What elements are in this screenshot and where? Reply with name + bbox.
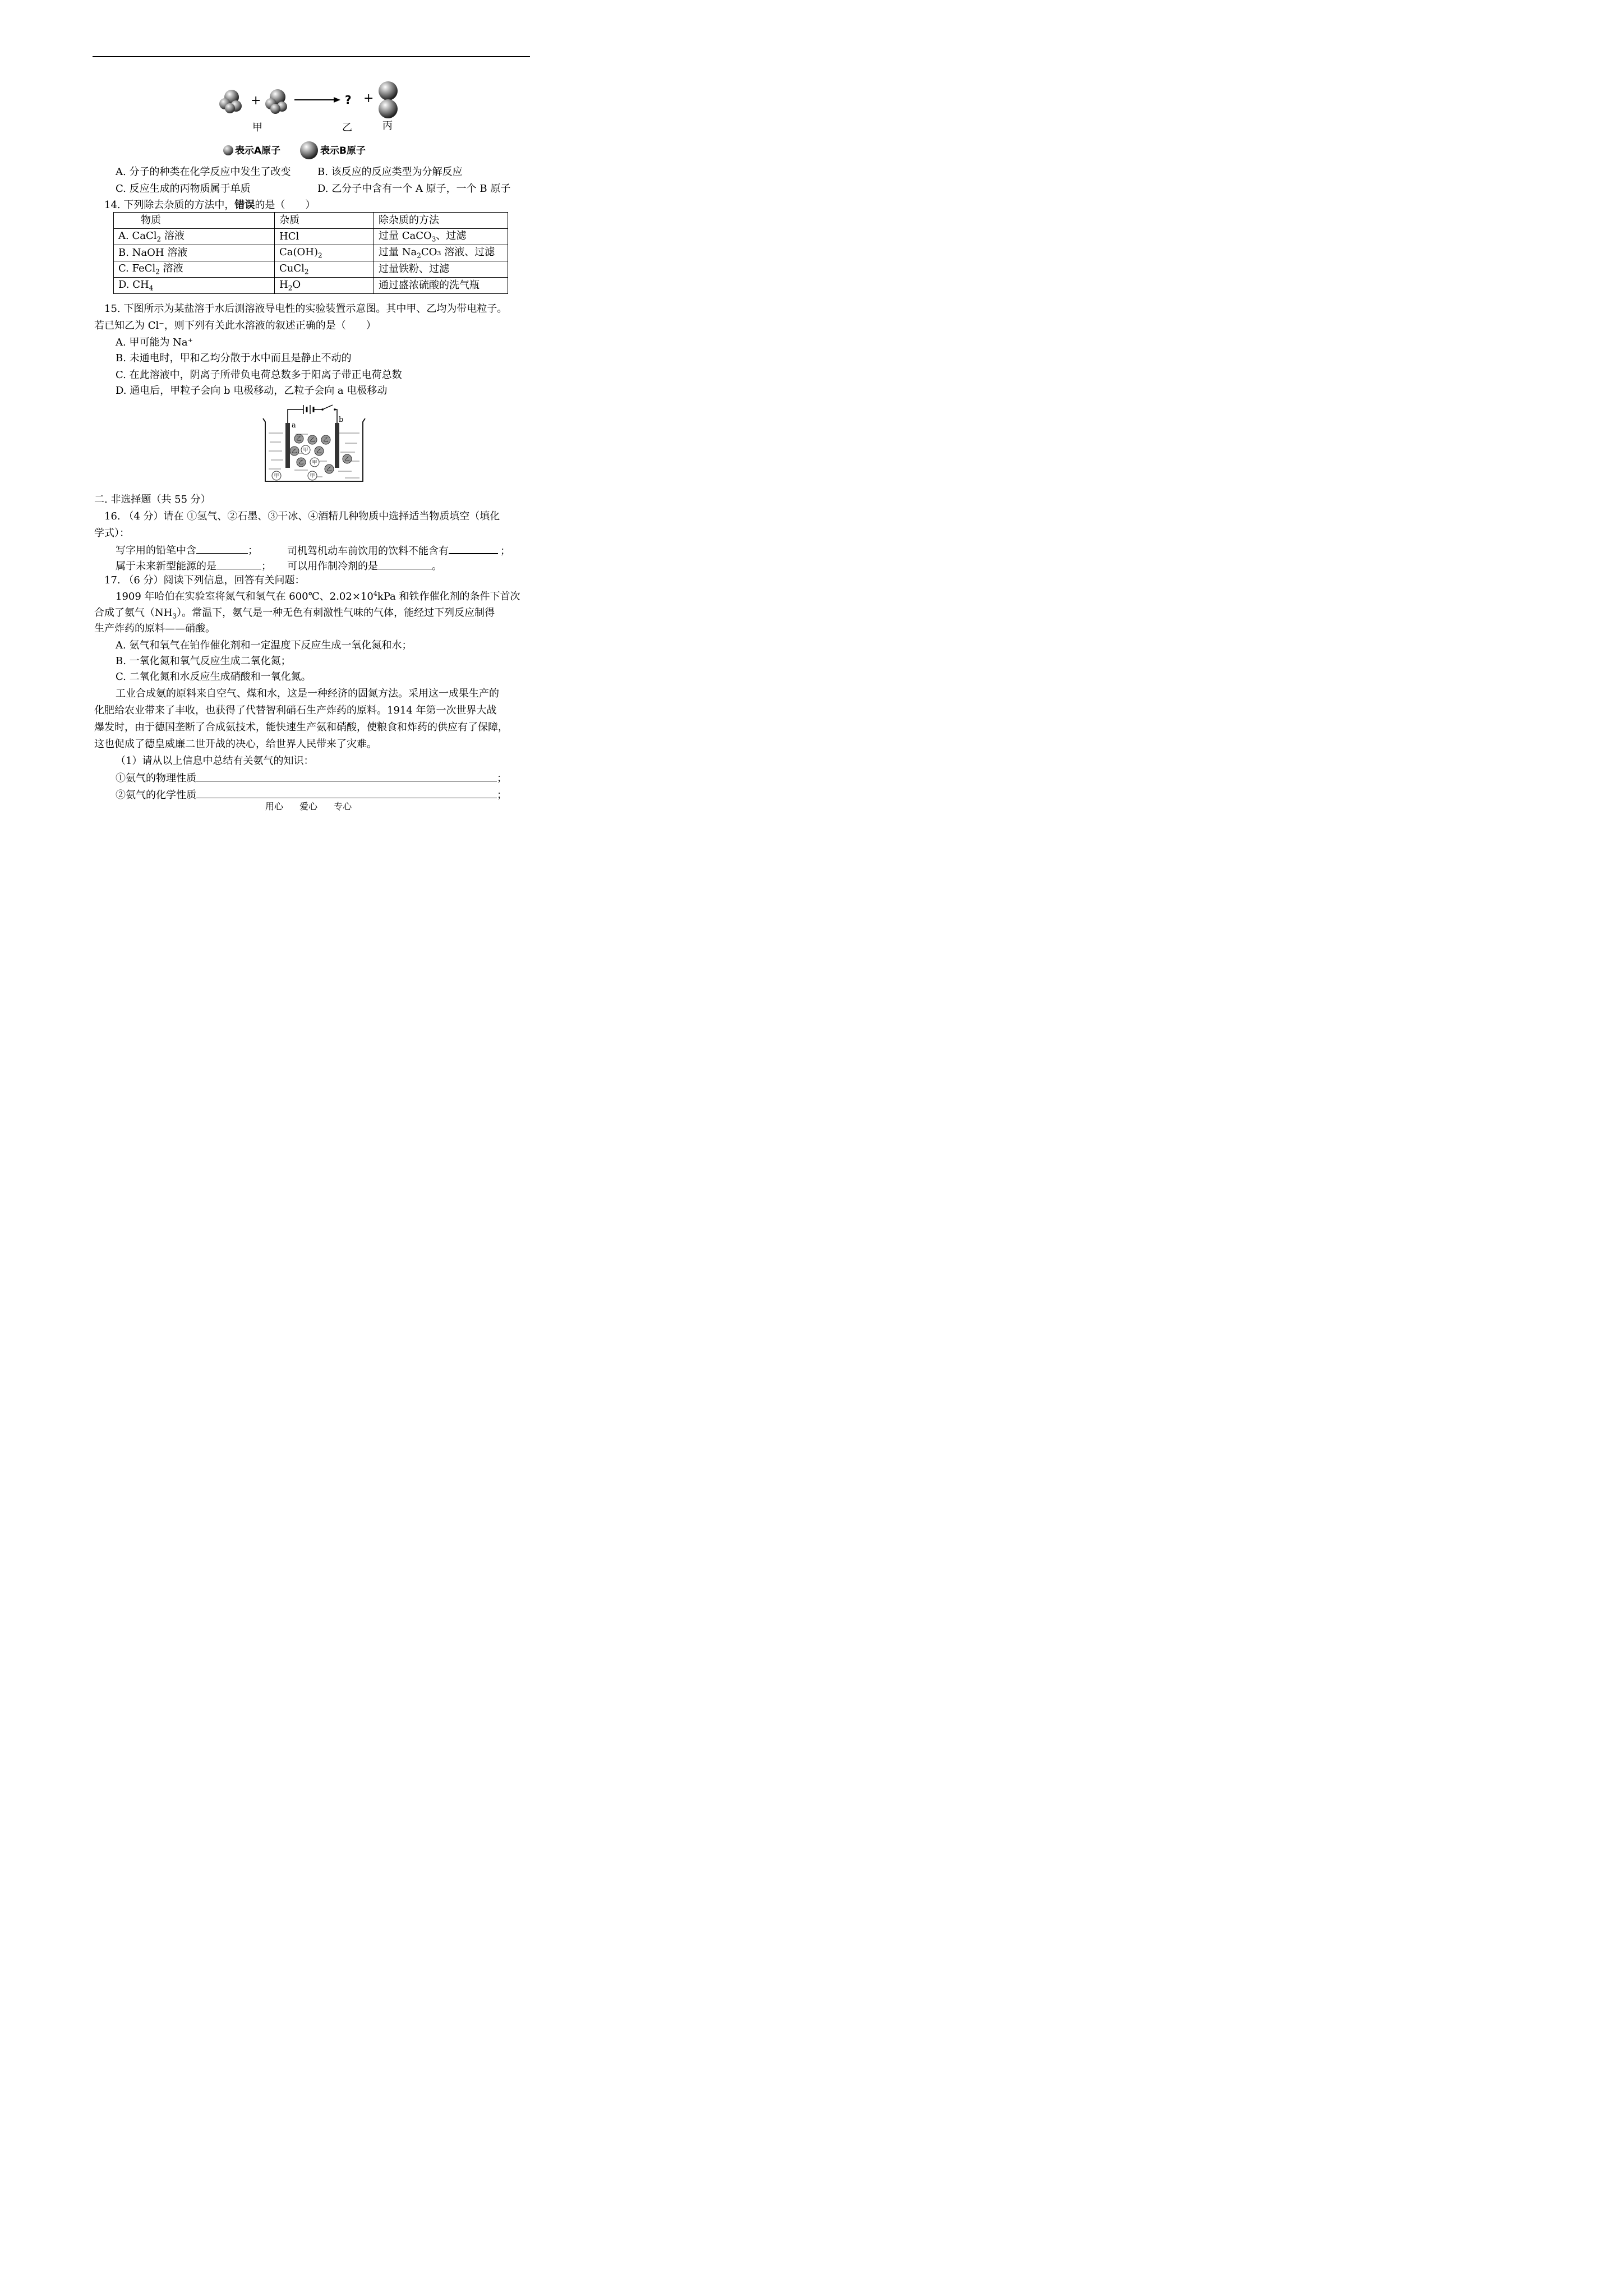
impurity-table: [113, 212, 508, 294]
plus-sign: +: [251, 94, 261, 108]
ion-yi: [315, 447, 324, 455]
q17-chemical-row: ②氨气的化学性质 ；: [116, 788, 507, 802]
svg-text:乙: 乙: [310, 438, 315, 443]
q17-para2-line3: 爆发时，由于德国垄断了合成氨技术，能快速生产氨和硝酸，使粮食和炸药的供应有了保障，: [94, 721, 508, 733]
physical-property-input[interactable]: [196, 771, 497, 781]
svg-text:乙: 乙: [326, 467, 332, 472]
molecule-jia: [219, 90, 242, 113]
ion-yi: [308, 435, 317, 444]
ion-yi: [321, 435, 330, 444]
q17-para1-line1: 1909 年哈伯在实验室将氮气和氢气在 600℃、$2.02\times 10^4kPa$ 和铁作催化剂的条件下首次: [116, 590, 520, 602]
ion-jia: [272, 471, 281, 480]
q17-physical-row: ①氨气的物理性质 ；: [116, 771, 507, 785]
unknown-product-mark: ?: [345, 93, 352, 107]
ion-yi: [343, 454, 352, 463]
row-b-substance: B. NaOH 溶液: [114, 245, 275, 261]
q15-option-c: C. 在此溶液中，阴离子所带负电荷总数多于阳离子带正电荷总数: [116, 369, 402, 381]
header-method: 除杂质的方法: [374, 213, 508, 229]
blank1-input[interactable]: [196, 543, 248, 554]
svg-text:乙: 乙: [296, 436, 302, 442]
blank3-label: 属于未来新型能源的是: [116, 560, 216, 572]
q15-option-b: B. 未通电时，甲和乙均分散于水中而且是静止不动的: [116, 352, 352, 364]
q17-para2-line4: 这也促成了德皇威廉二世开战的决心，给世界人民带来了灾难。: [94, 738, 377, 750]
svg-text:甲: 甲: [303, 448, 308, 453]
table-row: [114, 245, 508, 261]
footer-word: 用心: [265, 801, 283, 812]
page-footer: [0, 801, 617, 812]
q17-sub1: （1）请从以上信息中总结有关氨气的知识：: [116, 755, 314, 767]
electrode-b-label: b: [339, 416, 344, 424]
blank1-label: 写字用的铅笔中含: [116, 545, 196, 556]
q15-option-a: A. 甲可能为 Na⁺: [116, 337, 193, 348]
q13-option-d: D. 乙分子中含有一个 A 原子，一个 B 原子: [317, 183, 511, 195]
footer-word: 专心: [334, 801, 352, 812]
svg-text:乙: 乙: [292, 449, 297, 454]
header-impurity: 杂质: [275, 213, 374, 229]
table-row: [114, 278, 508, 294]
electrode-b: [335, 423, 339, 468]
electrode-a: [285, 423, 290, 468]
q17-step-a: A. 氨气和氧气在铂作催化剂和一定温度下反应生成一氧化氮和水；: [116, 639, 412, 651]
q15-stem-line2: 若已知乙为 Cl⁻，则下列有关此水溶液的叙述正确的是（ ）: [94, 320, 376, 332]
blank4-input[interactable]: [378, 559, 432, 569]
q17-para1-line3: 生产炸药的原料——硝酸。: [94, 623, 215, 634]
ion-jia: [310, 458, 319, 467]
svg-text:乙: 乙: [316, 449, 322, 454]
table-row: [114, 261, 508, 278]
switch-contact: [321, 408, 324, 411]
header-rule: [93, 56, 530, 57]
q15-option-d: D. 通电后，甲粒子会向 b 电极移动，乙粒子会向 a 电极移动: [116, 385, 388, 397]
blank4-label: 可以用作制冷剂的是: [287, 560, 378, 572]
legend-a-atom-icon: [223, 145, 233, 155]
row-a-method: 过量 CaCO$_3$、过滤: [374, 229, 508, 245]
reaction-arrow: [294, 97, 340, 103]
reaction-diagram: [216, 79, 407, 163]
q16-stem-line2: 学式）：: [94, 527, 130, 539]
label-bing: 丙: [382, 120, 393, 132]
q15-stem-line1: 15. 下图所示为某盐溶于水后测溶液导电性的实验装置示意图。其中甲、乙均为带电粒子。: [104, 303, 508, 315]
label-jia: 甲: [252, 122, 262, 134]
row-a-impurity: HCl: [275, 229, 374, 245]
q16-row1: 写字用的铅笔中含 ；: [116, 543, 258, 557]
row-c-impurity: CuCl$_2$: [275, 261, 374, 278]
molecule-bing: [379, 81, 398, 118]
ion-yi: [325, 464, 334, 473]
blank2-input[interactable]: [449, 543, 498, 554]
q17-step-b: B. 一氧化氮和氧气反应生成二氧化氮；: [116, 655, 291, 667]
switch-contact: [334, 408, 336, 411]
ion-jia: [301, 445, 310, 454]
row-a-substance: A. CaCl$_2$ 溶液: [114, 229, 275, 245]
ion-yi: [290, 447, 299, 455]
section2-title: 二. 非选择题（共 55 分）: [94, 494, 211, 505]
svg-text:乙: 乙: [298, 460, 304, 466]
legend-a-text: 表示A原子: [235, 145, 281, 157]
q13-option-b: B. 该反应的反应类型为分解反应: [317, 166, 463, 178]
electrode-a-label: a: [292, 421, 296, 430]
row-c-substance: C. FeCl$_2$ 溶液: [114, 261, 275, 278]
svg-text:乙: 乙: [344, 457, 350, 462]
row-d-method: 通过盛浓硫酸的洗气瓶: [374, 278, 508, 294]
table-row: [114, 229, 508, 245]
ion-jia: [308, 471, 317, 480]
ion-yi: [297, 458, 306, 467]
physical-property-label: ①氨气的物理性质: [116, 772, 196, 784]
row-b-impurity: $Ca(OH)_2$: [275, 245, 374, 261]
svg-text:甲: 甲: [274, 473, 279, 479]
q16-stem-line1: 16. （4 分）请在 ①氢气、②石墨、③干冰、④酒精几种物质中选择适当物质填空（填化: [104, 510, 500, 522]
q17-stem: 17. （6 分）阅读下列信息，回答有关问题：: [104, 574, 305, 586]
svg-text:甲: 甲: [310, 473, 315, 479]
table-header-row: [114, 213, 508, 229]
conductivity-apparatus-diagram: [261, 399, 367, 485]
q14-stem: 14. 下列除去杂质的方法中，错误的是（ ）: [104, 199, 316, 211]
row-d-substance: D. $CH_4$: [114, 278, 275, 294]
chemical-property-label: ②氨气的化学性质: [116, 789, 196, 801]
row-c-method: 过量铁粉、过滤: [374, 261, 508, 278]
q16-row1-b: 司机驾机动车前饮用的饮料不能含有 ；: [287, 543, 510, 558]
q13-option-a: A. 分子的种类在化学反应中发生了改变: [116, 166, 291, 178]
header-substance: 物质: [114, 213, 275, 229]
footer-word: 爱心: [299, 801, 317, 812]
ion-yi: [294, 434, 303, 443]
legend-b-atom-icon: [300, 141, 318, 159]
q17-para2-line2: 化肥给农业带来了丰收，也获得了代替智利硝石生产炸药的原料。1914 年第一次世界大战: [94, 705, 497, 716]
legend-b-text: 表示B原子: [320, 145, 366, 157]
label-yi: 乙: [342, 122, 352, 134]
plus-sign-2: +: [363, 91, 374, 105]
q16-row2-b: 可以用作制冷剂的是 。: [287, 559, 442, 573]
svg-text:乙: 乙: [323, 438, 329, 443]
q16-row2: 属于未来新型能源的是 ；: [116, 559, 271, 573]
q13-option-c: C. 反应生成的丙物质属于单质: [116, 183, 251, 195]
q17-para1-line2: 合成了氨气$(NH_3)$。常温下，氨气是一种无色有刺激性气味的气体，能经过下列反应制得: [94, 607, 495, 620]
row-b-method: 过量 $Na_2CO_3$ 溶液、过滤: [374, 245, 508, 261]
row-d-impurity: $H_2O$: [275, 278, 374, 294]
blank2-label: 司机驾机动车前饮用的饮料不能含有: [287, 545, 449, 557]
blank3-input[interactable]: [216, 559, 261, 569]
svg-text:甲: 甲: [312, 460, 317, 466]
q17-para2-line1: 工业合成氨的原料来自空气、煤和水，这是一种经济的固氮方法。采用这一成果生产的: [116, 688, 499, 700]
q17-step-c: C. 二氧化氮和水反应生成硝酸和一氧化氮。: [116, 671, 311, 683]
molecule-reactant-2: [265, 89, 287, 114]
chemical-property-input[interactable]: [196, 788, 497, 798]
